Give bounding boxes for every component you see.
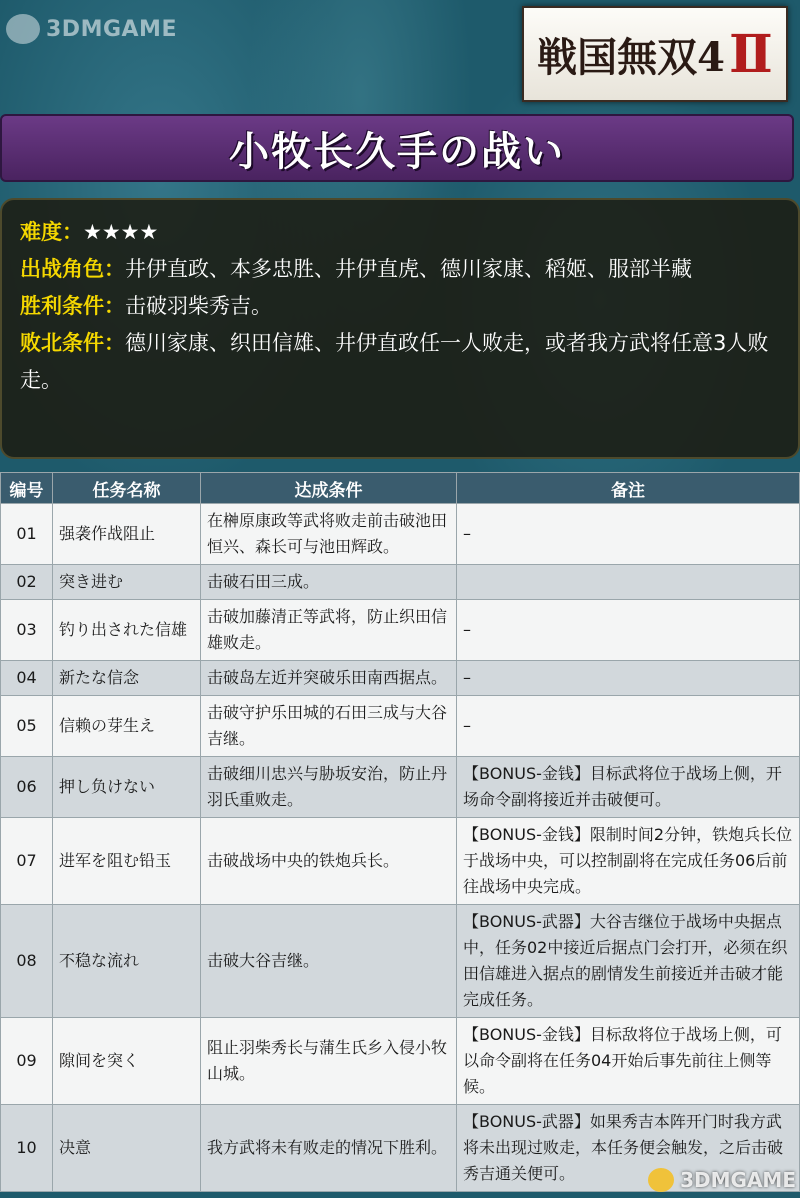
mission-condition: 击破守护乐田城的石田三成与大谷吉继。 [201,696,457,757]
table-row [1,504,800,565]
difficulty-stars: ★★★★ [83,220,159,244]
mission-note: 【BONUS-金钱】限制时间2分钟，铁炮兵长位于战场中央，可以控制副将在完成任务06后前往战场中央完成。 [457,818,800,905]
mission-name: 进军を阻む铅玉 [53,818,201,905]
table-row [1,1018,800,1105]
mission-condition: 击破细川忠兴与胁坂安治，防止丹羽氏重败走。 [201,757,457,818]
game-logo-text: 戦国無双4 [537,33,725,81]
mission-note: – [457,600,800,661]
mission-name: 突き进む [53,565,201,600]
mission-note [457,565,800,600]
mission-table [0,472,800,1192]
mission-name: 决意 [53,1105,201,1192]
mission-number: 01 [1,504,53,565]
site-watermark-text: 3DMGAME [46,16,177,42]
mission-number: 06 [1,757,53,818]
mission-number: 07 [1,818,53,905]
table-row [1,565,800,600]
mission-number: 04 [1,661,53,696]
mission-table-container [0,472,800,1192]
mission-name: 不稳な流れ [53,905,201,1018]
site-watermark-bottom-text: 3DMGAME [680,1168,796,1192]
mission-condition: 击破大谷吉继。 [201,905,457,1018]
characters-value: 井伊直政、本多忠胜、井伊直虎、德川家康、稻姬、服部半藏 [125,257,692,281]
mission-name: 钓り出された信雄 [53,600,201,661]
mission-condition: 击破岛左近并突破乐田南西据点。 [201,661,457,696]
mission-condition: 击破加藤清正等武将，防止织田信雄败走。 [201,600,457,661]
title-banner [0,114,794,182]
header-number: 编号 [1,473,53,504]
mission-condition: 击破战场中央的铁炮兵长。 [201,818,457,905]
header-note: 备注 [457,473,800,504]
mission-number: 02 [1,565,53,600]
mission-note: 【BONUS-武器】如果秀吉本阵开门时我方武将未出现过败走，本任务便会触发，之后击破秀吉通关便可。 [457,1105,800,1192]
mission-condition: 阻止羽柴秀长与蒲生氏乡入侵小牧山城。 [201,1018,457,1105]
defeat-line [20,325,780,399]
mission-number: 10 [1,1105,53,1192]
victory-line [20,288,780,325]
difficulty-line [20,214,780,251]
mission-name: 新たな信念 [53,661,201,696]
mission-info-box [0,198,800,459]
site-watermark [6,14,177,44]
game-logo [522,6,788,102]
table-row [1,661,800,696]
mission-number: 03 [1,600,53,661]
mission-note: 【BONUS-金钱】目标敌将位于战场上侧，可以命令副将在任务04开始后事先前往上侧等候。 [457,1018,800,1105]
header-condition: 达成条件 [201,473,457,504]
defeat-value: 德川家康、织田信雄、井伊直政任一人败走，或者我方武将任意3人败走。 [20,331,769,392]
victory-value: 击破羽柴秀吉。 [125,294,272,318]
mission-name: 强袭作战阻止 [53,504,201,565]
table-row [1,696,800,757]
mascot-icon [648,1168,674,1192]
defeat-label: 败北条件： [20,331,125,355]
mission-name: 信赖の芽生え [53,696,201,757]
mission-condition: 在榊原康政等武将败走前击破池田恒兴、森长可与池田辉政。 [201,504,457,565]
mission-note: 【BONUS-金钱】目标武将位于战场上侧，开场命令副将接近并击破便可。 [457,757,800,818]
mission-number: 08 [1,905,53,1018]
mission-note: – [457,504,800,565]
mission-note: – [457,696,800,757]
site-watermark-bottom [648,1168,796,1192]
mission-name: 押し负けない [53,757,201,818]
page-title: 小牧长久手の战い [229,128,565,175]
mascot-icon [6,14,40,44]
table-row [1,818,800,905]
table-row [1,600,800,661]
game-logo-roman: Ⅱ [729,23,773,85]
mission-number: 09 [1,1018,53,1105]
characters-line [20,251,780,288]
mission-note: 【BONUS-武器】大谷吉继位于战场中央据点中，任务02中接近后据点门会打开，必须在织田信雄进入据点的剧情发生前接近并击破才能完成任务。 [457,905,800,1018]
header-mission-name: 任务名称 [53,473,201,504]
table-header-row [1,473,800,504]
mission-name: 隙间を突く [53,1018,201,1105]
mission-number: 05 [1,696,53,757]
characters-label: 出战角色： [20,257,125,281]
table-row [1,905,800,1018]
mission-note: – [457,661,800,696]
difficulty-label: 难度： [20,220,83,244]
table-row [1,757,800,818]
mission-condition: 击破石田三成。 [201,565,457,600]
victory-label: 胜利条件： [20,294,125,318]
mission-condition: 我方武将未有败走的情况下胜利。 [201,1105,457,1192]
